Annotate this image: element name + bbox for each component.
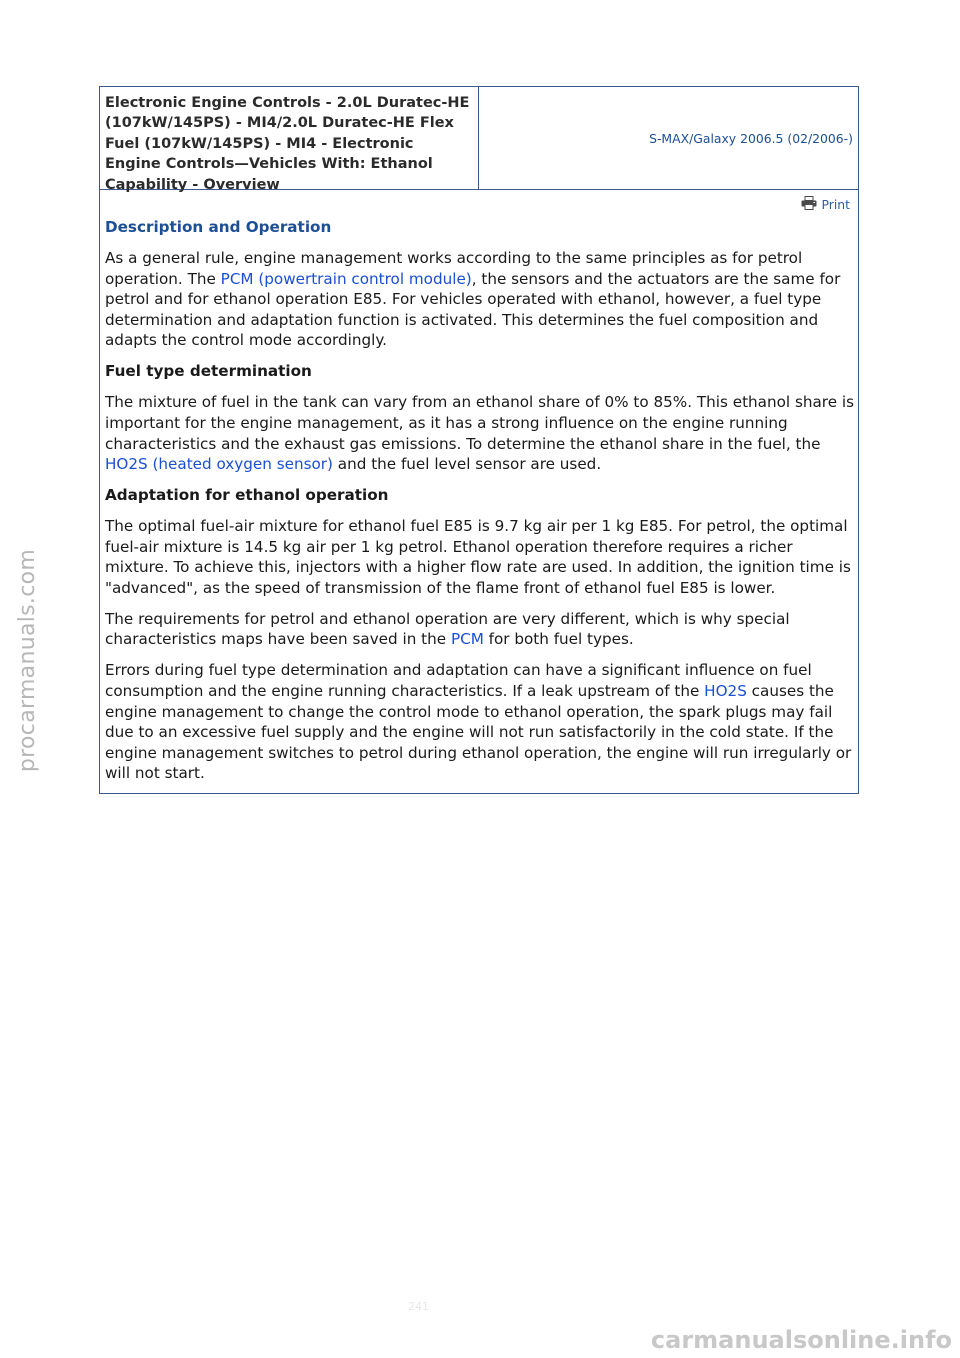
side-watermark [8,520,48,800]
paragraph-fuel-type [105,392,857,474]
page-number: 241 [408,1300,429,1313]
fuel-type-heading: Fuel type determination [105,362,312,381]
ho2s-link[interactable]: HO2S (heated oxygen sensor) [105,455,333,474]
pcm-link[interactable]: PCM (powertrain control module) [220,269,472,288]
ho2s-link-2[interactable]: HO2S [704,682,747,701]
page-title: Electronic Engine Controls - 2.0L Duratec-HE (107kW/145PS) - MI4/2.0L Duratec-HE Flex Fuel (107kW/145PS) - MI4 - Electronic Engine Controls—Vehicles With: Ethanol Capability - Overview [100,87,479,189]
paragraph-errors [105,660,857,784]
paragraph-intro [105,248,857,351]
paragraph-requirements [105,609,857,650]
adaptation-heading: Adaptation for ethanol operation [105,486,389,505]
printer-icon [801,196,817,213]
pcm-link-2[interactable]: PCM [450,630,484,649]
footer-watermark: carmanualsonline.info [650,1326,952,1354]
paragraph-text: Errors during fuel type determination and adaptation can have a significant influence on fuel consumption and the engine running characteristics. If a leak upstream of the [105,661,812,701]
paragraph-adaptation: The optimal fuel-air mixture for ethanol fuel E85 is 9.7 kg air per 1 kg E85. For petrol, the optimal fuel-air mixture is 14.5 kg air per 1 kg petrol. Ethanol operation therefore requires a richer mixture. To achieve this, injectors with a higher flow rate are used. In addition, the ignition time is "advanced", as the speed of transmission of the flame front of ethanol fuel E85 is lower. [105,517,851,597]
document-frame [99,86,859,794]
paragraph-text: , the sensors and the actuators are the same for petrol and for ethanol operation E85. For vehicles operated with ethanol, however, a fuel type determination and adaptation function is activated. This determines the fuel composition and adapts the control mode accordingly. [105,269,841,350]
section-heading: Description and Operation [105,218,332,236]
paragraph-text: The requirements for petrol and ethanol operation are very different, which is why special characteristics maps have been saved in the [105,609,790,649]
print-label: Print [821,197,850,212]
paragraph-text: causes the engine management to change the control mode to ethanol operation, the spark plugs may fail due to an excessive fuel supply and the engine will not run satisfactorily in the cold state. If the engine management switches to petrol during ethanol operation, the engine will run irregularly or will not start. [105,682,852,783]
side-watermark-text: procarmanuals.com [15,548,41,772]
paragraph-text: The mixture of fuel in the tank can vary from an ethanol share of 0% to 85%. This ethanol share is important for the engine management, as it has a strong influence on the engine running characteristics and the exhaust gas emissions. To determine the ethanol share in the fuel, the [105,393,855,453]
header-row [100,87,858,193]
paragraph-text: As a general rule, engine management works according to the same principles as for petrol operation. The [105,248,803,288]
article-body [105,217,857,794]
print-button[interactable] [801,196,850,213]
paragraph-text: and the fuel level sensor are used. [332,455,602,474]
vehicle-model: S-MAX/Galaxy 2006.5 (02/2006-) [649,130,853,146]
paragraph-text: for both fuel types. [483,630,634,649]
